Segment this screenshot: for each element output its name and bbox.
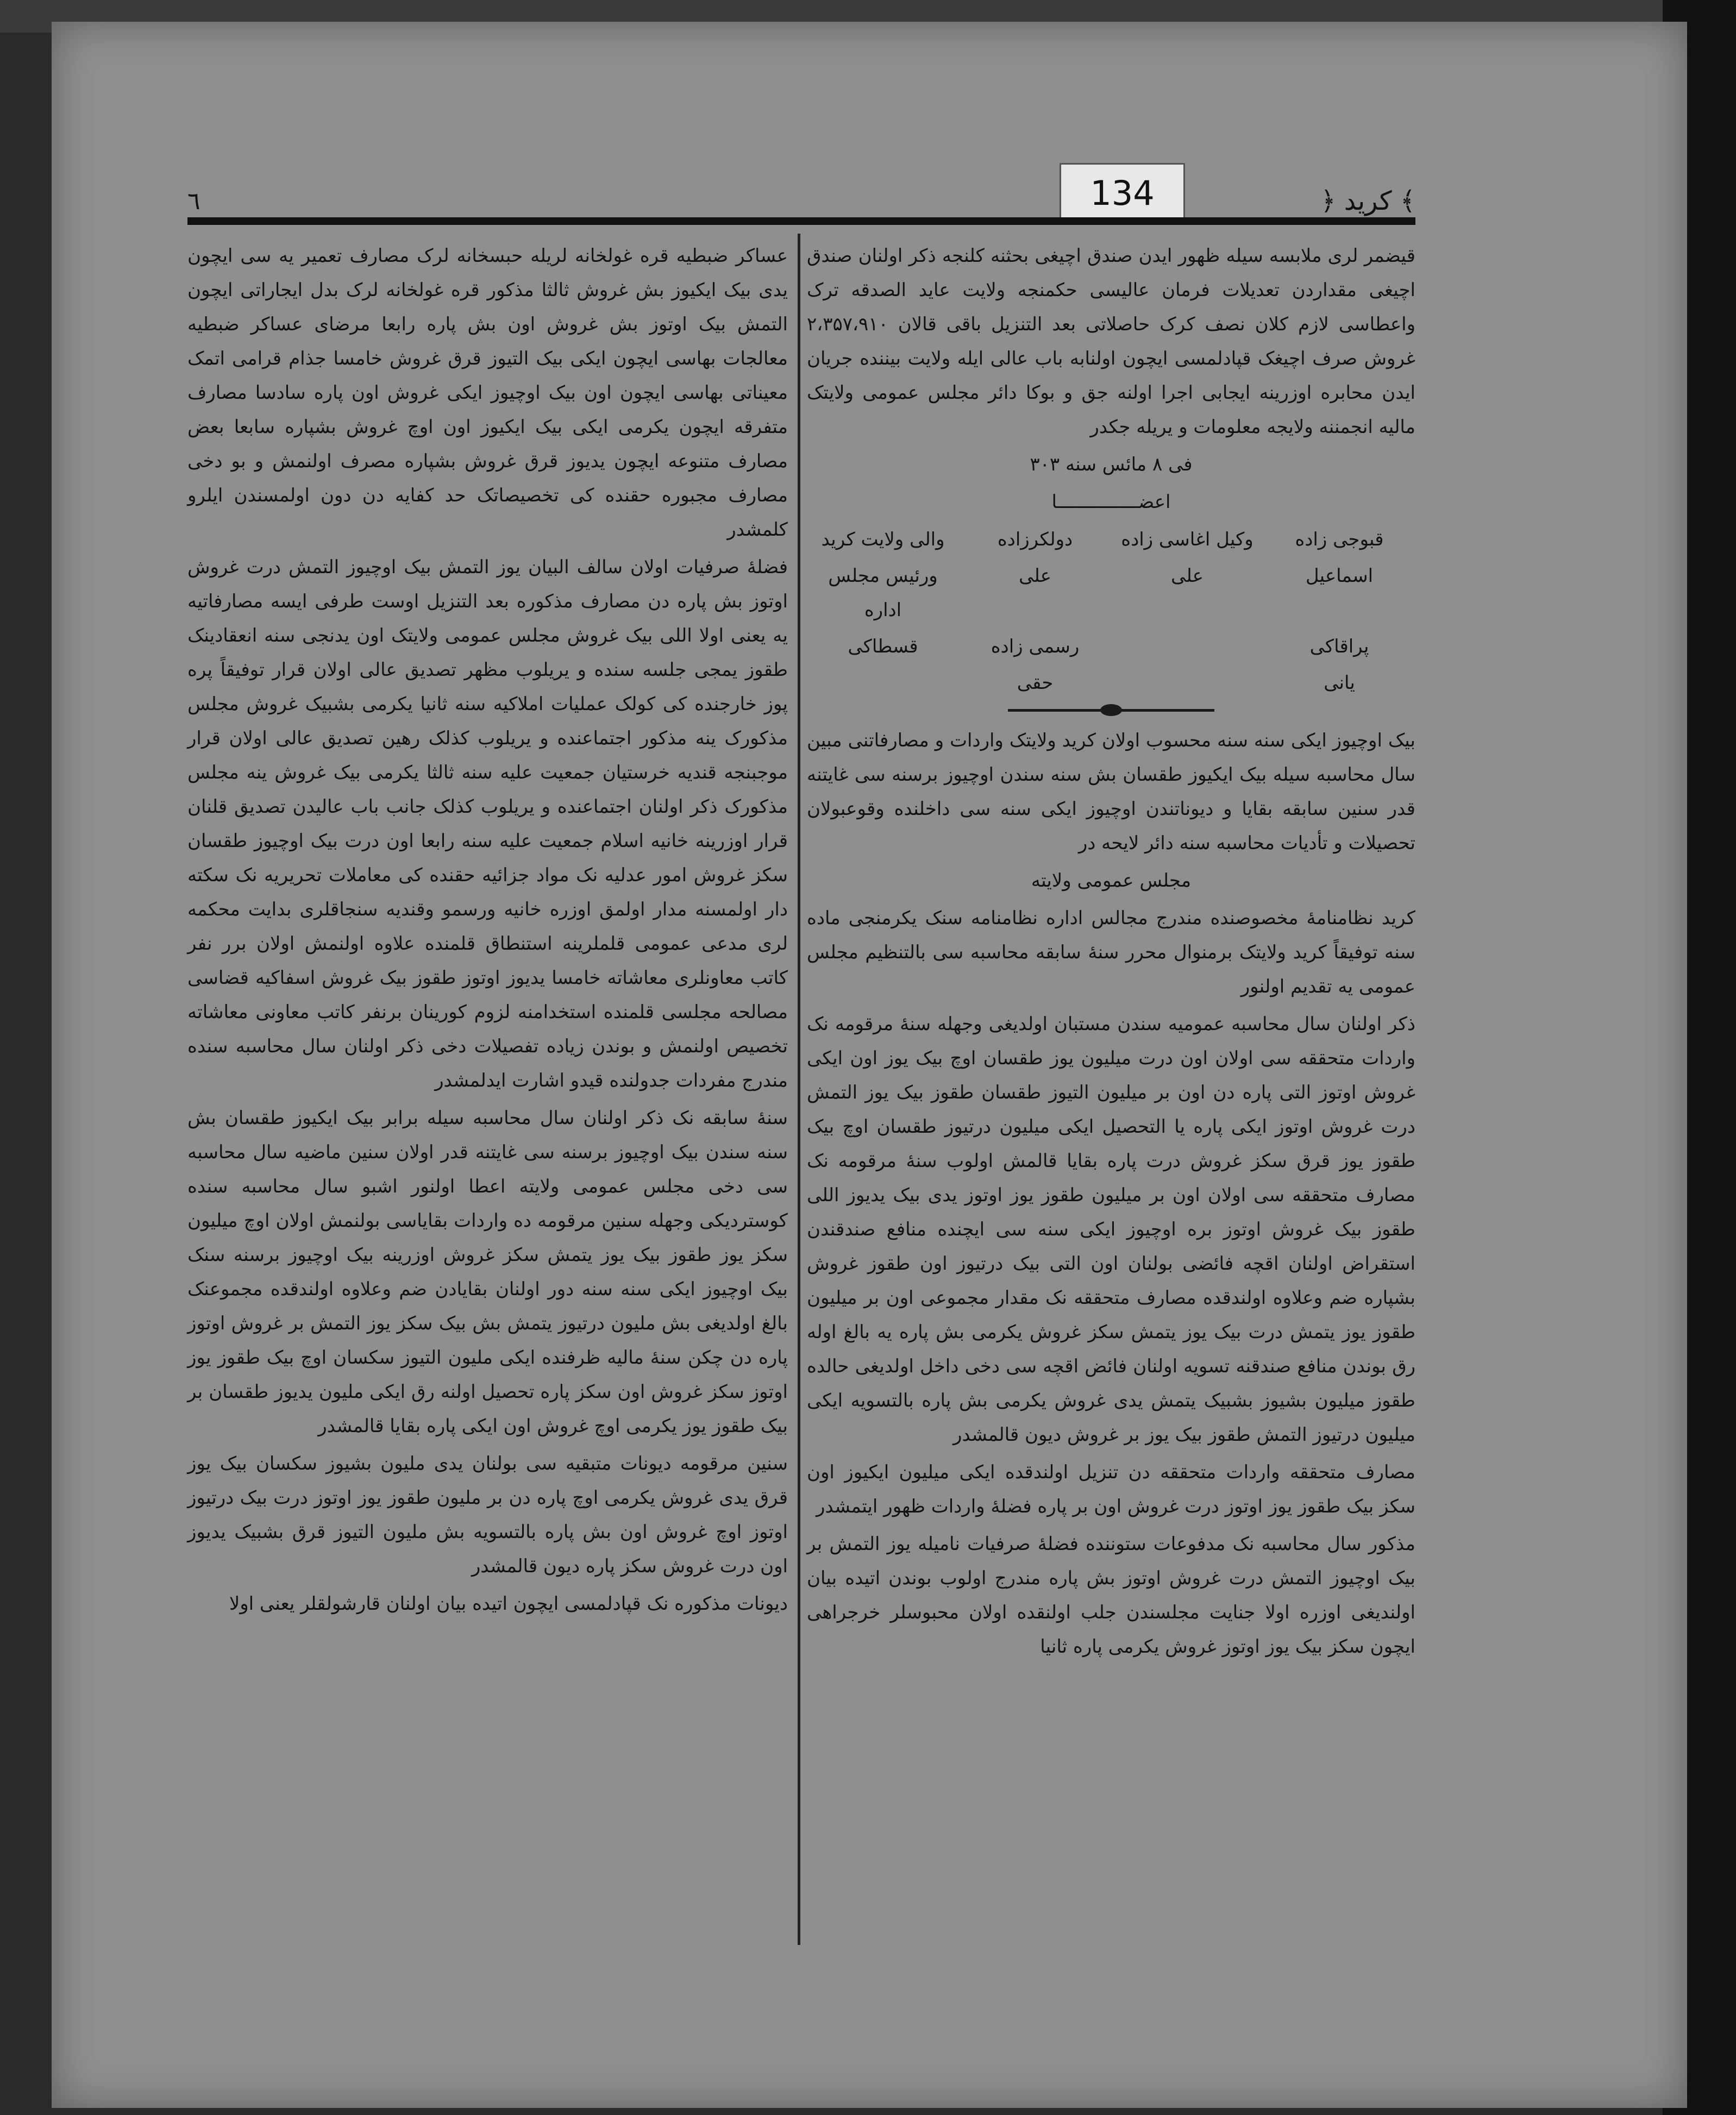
body-paragraph: دیونات مذکوره نک قپادلمسی ایچون اتیده بیان اولنان قارشولقلر یعنی اولا <box>229 1593 788 1615</box>
body-paragraph: عساکر ضبطیه قره غولخانه لریله حبسخانه لرک مصارف تعمیر یه سی ایچون یدی بیک ایکیوز بش غروش ثالثا مذکور قره غولخانه لرک بدل ایجاراتی ایچون التمش بیک اوتوز بش غروش اون بش پاره رابعا مرضای عساکر ضبطیه معالجات بهاسی ایچون ایکی بیک التیوز قرق غروش خامسا جذام قرامی اتمک معیناتی بهاسی ایچون اون بیک اوچیوز ایکی غروش اون پاره سادسا مصارف متفرقه ایچون یکرمی ایکی بیک ایکیوز اون اوچ غروش بشپاره سابعا بعض مصارف متنوعه ایچون یدیوز قرق غروش بشپاره مصرف اولنمش و بو دخی مصارف مجبوره حقنده کی تخصیصاتک حد کفایه دن دون اولمسندن ایلرو کلمشدر <box>187 245 788 541</box>
body-paragraph: سنهٔ سابقه نک ذکر اولنان سال محاسبه سیله برابر بیک ایکیوز طقسان بش سنه سندن بیک اوچیوز برسنه سی غایتنه قدر اولان سنین ماضیه سال محاسبه سی دخی مجلس عمومی ولایته اعطا اولنور اشبو سال محاسبه سنده کوستردیکی وجهله سنین مرقومه ده واردات بقایاسی بولنمش اولان اوچ میلیون سکز یوز طقوز بیک یوز یتمش سکز غروش اوزرینه بیک اوچیوز برسنه سنک بیک اوچیوز ایکی سنه سنه دور اولنان بقایادن ضم وعلاوه اولندقده مجموعنک بالغ اولدیغی بش ملیون درتیوز یتمش بش بیک سکز یوز التمش بر غروش اوتوز پاره دن چکن سنهٔ مالیه ظرفنده ایکی ملیون التیوز سکسان اوچ بیک طقوز یوز اوتوز سکز غروش اون سکز پاره تحصیل اولنه رق ایکی ملیون یدیوز طقسان بر بیک طقوز یوز یکرمی اوچ غروش اون ایکی پاره بقایا قالمشدر <box>187 1107 788 1437</box>
page-header <box>187 185 1415 217</box>
intro-paragraph: قیضمر لری ملابسه سیله ظهور ایدن صندق اچیغی بحثنه کلنجه ذکر اولنان صندق اچیغی مقداردن تعدیلات فرمان عالیسی حکمنجه ولایت عاید الصدقه ترک واعطاسی لازم کلان نصف کرک حاصلاتی بعد التنزیل باقی قالان ۲،۳۵۷،۹۱۰ غروش صرف اچیغک قپادلمسی ایچون اولنابه باب عالی ایله ولایت بیننده جریان ایدن محابره اوزرینه ایجابی اجرا اولنه جق و بوکا دائر مجلس عمومی ولایتک مالیه انجمننه ولایجه معلومات و یریله جکدر <box>807 245 1415 438</box>
header-rule <box>187 217 1415 225</box>
body-paragraph: مصارف متحققه واردات متحققه دن تنزیل اولندقده ایکی میلیون ایکیوز اون سکز بیک طقوز یوز اوتوز درت غروش اون بر پاره فضلهٔ واردات ظهور ایتمشدر <box>807 1461 1415 1517</box>
body-paragraph: مذکور سال محاسبه نک مدفوعات ستوننده فضلهٔ صرفیات نامیله یوز التمش بر بیک اوچیوز التمش درت غروش اوتوز بش پاره مندرج اولوب بوندن اتیده بیان اولندیغی اوزره اولا جنایت مجلسندن جلب اولنقده اولان محبوسلر خرجراهی ایچون سکز بیک یوز اوتوز غروش یکرمی پاره ثانیا <box>807 1533 1415 1658</box>
signatories-block <box>807 523 1415 700</box>
report-date: فی ٨ مائس سنه ٣٠٣ <box>1030 454 1193 475</box>
signatory-name: علی <box>1171 565 1204 587</box>
signatory-name: یانی <box>1324 672 1355 694</box>
signatory-name: اسماعیل <box>1305 565 1374 587</box>
signatory-name: قبوجی زاده <box>1295 529 1384 550</box>
signatory-name <box>1111 630 1263 664</box>
journal-title: ﴾ کرید ﴿ <box>1320 186 1415 216</box>
signatory-name: حقی <box>1017 672 1054 694</box>
body-paragraph: سنین مرقومه دیونات متبقیه سی بولنان یدی ملیون بشیوز سکسان بیک یوز قرق یدی غروش یکرمی اوچ پاره دن بر ملیون طقوز یوز اوتوز درت بیک درتیوز اوتوز اوچ غروش اون بش پاره بالتسویه بش ملیون التیوز قرق بشبیک یدیوز اون درت غروش سکز پاره دیون قالمشدر <box>187 1453 788 1577</box>
page-number: ٦ <box>187 187 200 215</box>
body-paragraph: کرید نظامنامهٔ مخصوصنده مندرج مجالس اداره نظامنامه سنک یکرمنجی ماده سنه توفیقاً کرید ولایتک برمنوال محرر سنهٔ سابقه محاسبه سی بالتنظیم مجلس عمومی یه تقدیم اولنور <box>807 907 1415 997</box>
right-column <box>807 239 1415 1667</box>
signatory-name: علی <box>1019 565 1051 587</box>
column-divider <box>798 234 800 1945</box>
left-column <box>187 239 788 1624</box>
signatory-name: پراقاکی <box>1309 636 1369 657</box>
archive-folio-label: 134 <box>1060 163 1185 223</box>
section-separator <box>1008 709 1214 712</box>
signatory-name: ورئیس مجلس اداره <box>828 565 938 621</box>
signatory-name: رسمی زاده <box>991 636 1080 657</box>
signatory-name <box>807 666 959 700</box>
signatory-name: وکیل اغاسی زاده <box>1121 529 1254 550</box>
signatory-name <box>1111 666 1263 700</box>
signatory-name: قسطاکی <box>848 636 918 657</box>
section-title-paragraph: بیک اوچیوز ایکی سنه سنه محسوب اولان کرید ولایتک واردات و مصارفاتنی مبین سال محاسبه سیله بیک ایکیوز طقسان بش سنه سندن اوچیوز برسنه سی غایتنه قدر سنین سابقه بقایا و دیوناتندن اوچیوز ایکی سنه سی داخلنده وقوعبولان تحصیلات و تأدیات محاسبه سنه دائر لایحه در <box>807 730 1415 854</box>
body-paragraph: ذکر اولنان سال محاسبه عمومیه سندن مستبان اولدیغی وجهله سنهٔ مرقومه نک واردات متحققه سی اولان اون درت میلیون یوز طقسان اوچ بیک یوز اون ایکی غروش اوتوز التی پاره دن اون بر میلیون التیوز طقسان طقوز بیک یوز التمش درت غروش اوتوز ایکی پاره یا التحصیل ایکی میلیون درتیوز طقسان اوچ بیک طقوز یوز قرق سکز غروش درت پاره بقایا قالمش اولوب سنهٔ مرقومه نک مصارف متحققه سی اولان اون بر میلیون طقوز یوز اوتوز یدی بیک یدیوز اللی طقوز بیک غروش اوتوز بره اوچیوز ایکی سنه سی ایچنده منافع صندقندن استقراض اولنان اقچه فائضی بولنان اون التی بیک درتیوز اون طقوز غروش بشپاره ضم وعلاوه اولندقده مصارف متحققه نک مقدار مجموعی اون بر میلیون طقوز یوز یتمش درت بیک یوز یتمش سکز غروش یکرمی بش پاره یه بالغ اوله رق بوندن منافع صندقنه تسویه اولنان فائض اقچه سی دخی داخل اولدیغی حالده طقوز میلیون بشیوز بشبیک یتمش یدی غروش یکرمی بش پاره بالتسویه ایکی میلیون درتیوز التمش طقوز بیک یوز بر غروش دیون قالمشدر <box>807 1013 1415 1446</box>
members-heading: اعضـــــــــــــــا <box>1051 491 1171 513</box>
signatory-name: دولکرزاده <box>997 529 1073 550</box>
body-paragraph: فضلهٔ صرفیات اولان سالف البیان یوز التمش بیک اوچیوز التمش درت غروش اوتوز بش پاره دن مصارف مذکوره بعد التنزیل اوست طرفی ایسه مصارفاتیه یه یعنی اولا اللی بیک غروش مجلس عمومی ولایتک اون یدنجی سنه انعقادینک طقوز یمجی جلسه سنده و یریلوب مظهر تصدیق عالی اولان قرار توفیقاً پره پوز خارجنده کی کولک عملیات املاکیه سنه ثانیا یکرمی بشبیک غروش مجلس مذکورک ینه مذکور اجتماعنده و یریلوب کذلک رهین تصدیق عالی اولان قرار موجبنجه قندیه خرستیان جمعیت علیه سنه ثالثا یکرمی بیک غروش ینه مجلس مذکورک ذکر اولنان اجتماعنده و یریلوب کذلک جانب باب عالیدن تصدیق قلنان قرار اوزرینه خانیه اسلام جمعیت علیه سنه رابعا اون درت بیک اوچیوز طقسان سکز غروش امور عدلیه نک مواد جزائیه حقنده کی معاملات تحریریه نک سکته دار اولمسنه مدار اولمق اوزره خانیه ورسمو وقندیه سنجاقلری بدایت محکمه لری مدعی عمومی قلملرینه استنطاق قلمنده علاوه اولنمش اولان برر نفر کاتب معاونلری معاشاته خامسا یدیوز اوتوز طقوز بیک غروش اسفاکیه قضاسی مصالحه مجلسی قلمنده استخدامنه لزوم کورینان برنفر کاتب معاونی معاشاته تخصیص اولنمش و بوندن زیاده تفصیلات دخی ذکر اولنان سال محاسبه سنده مندرج مفردات جدولنده قیدو اشارت ایدلمشدر <box>187 556 788 1091</box>
addressee-line: مجلس عمومی ولایته <box>1031 870 1192 892</box>
signatory-name: والی ولایت کرید <box>821 529 945 550</box>
